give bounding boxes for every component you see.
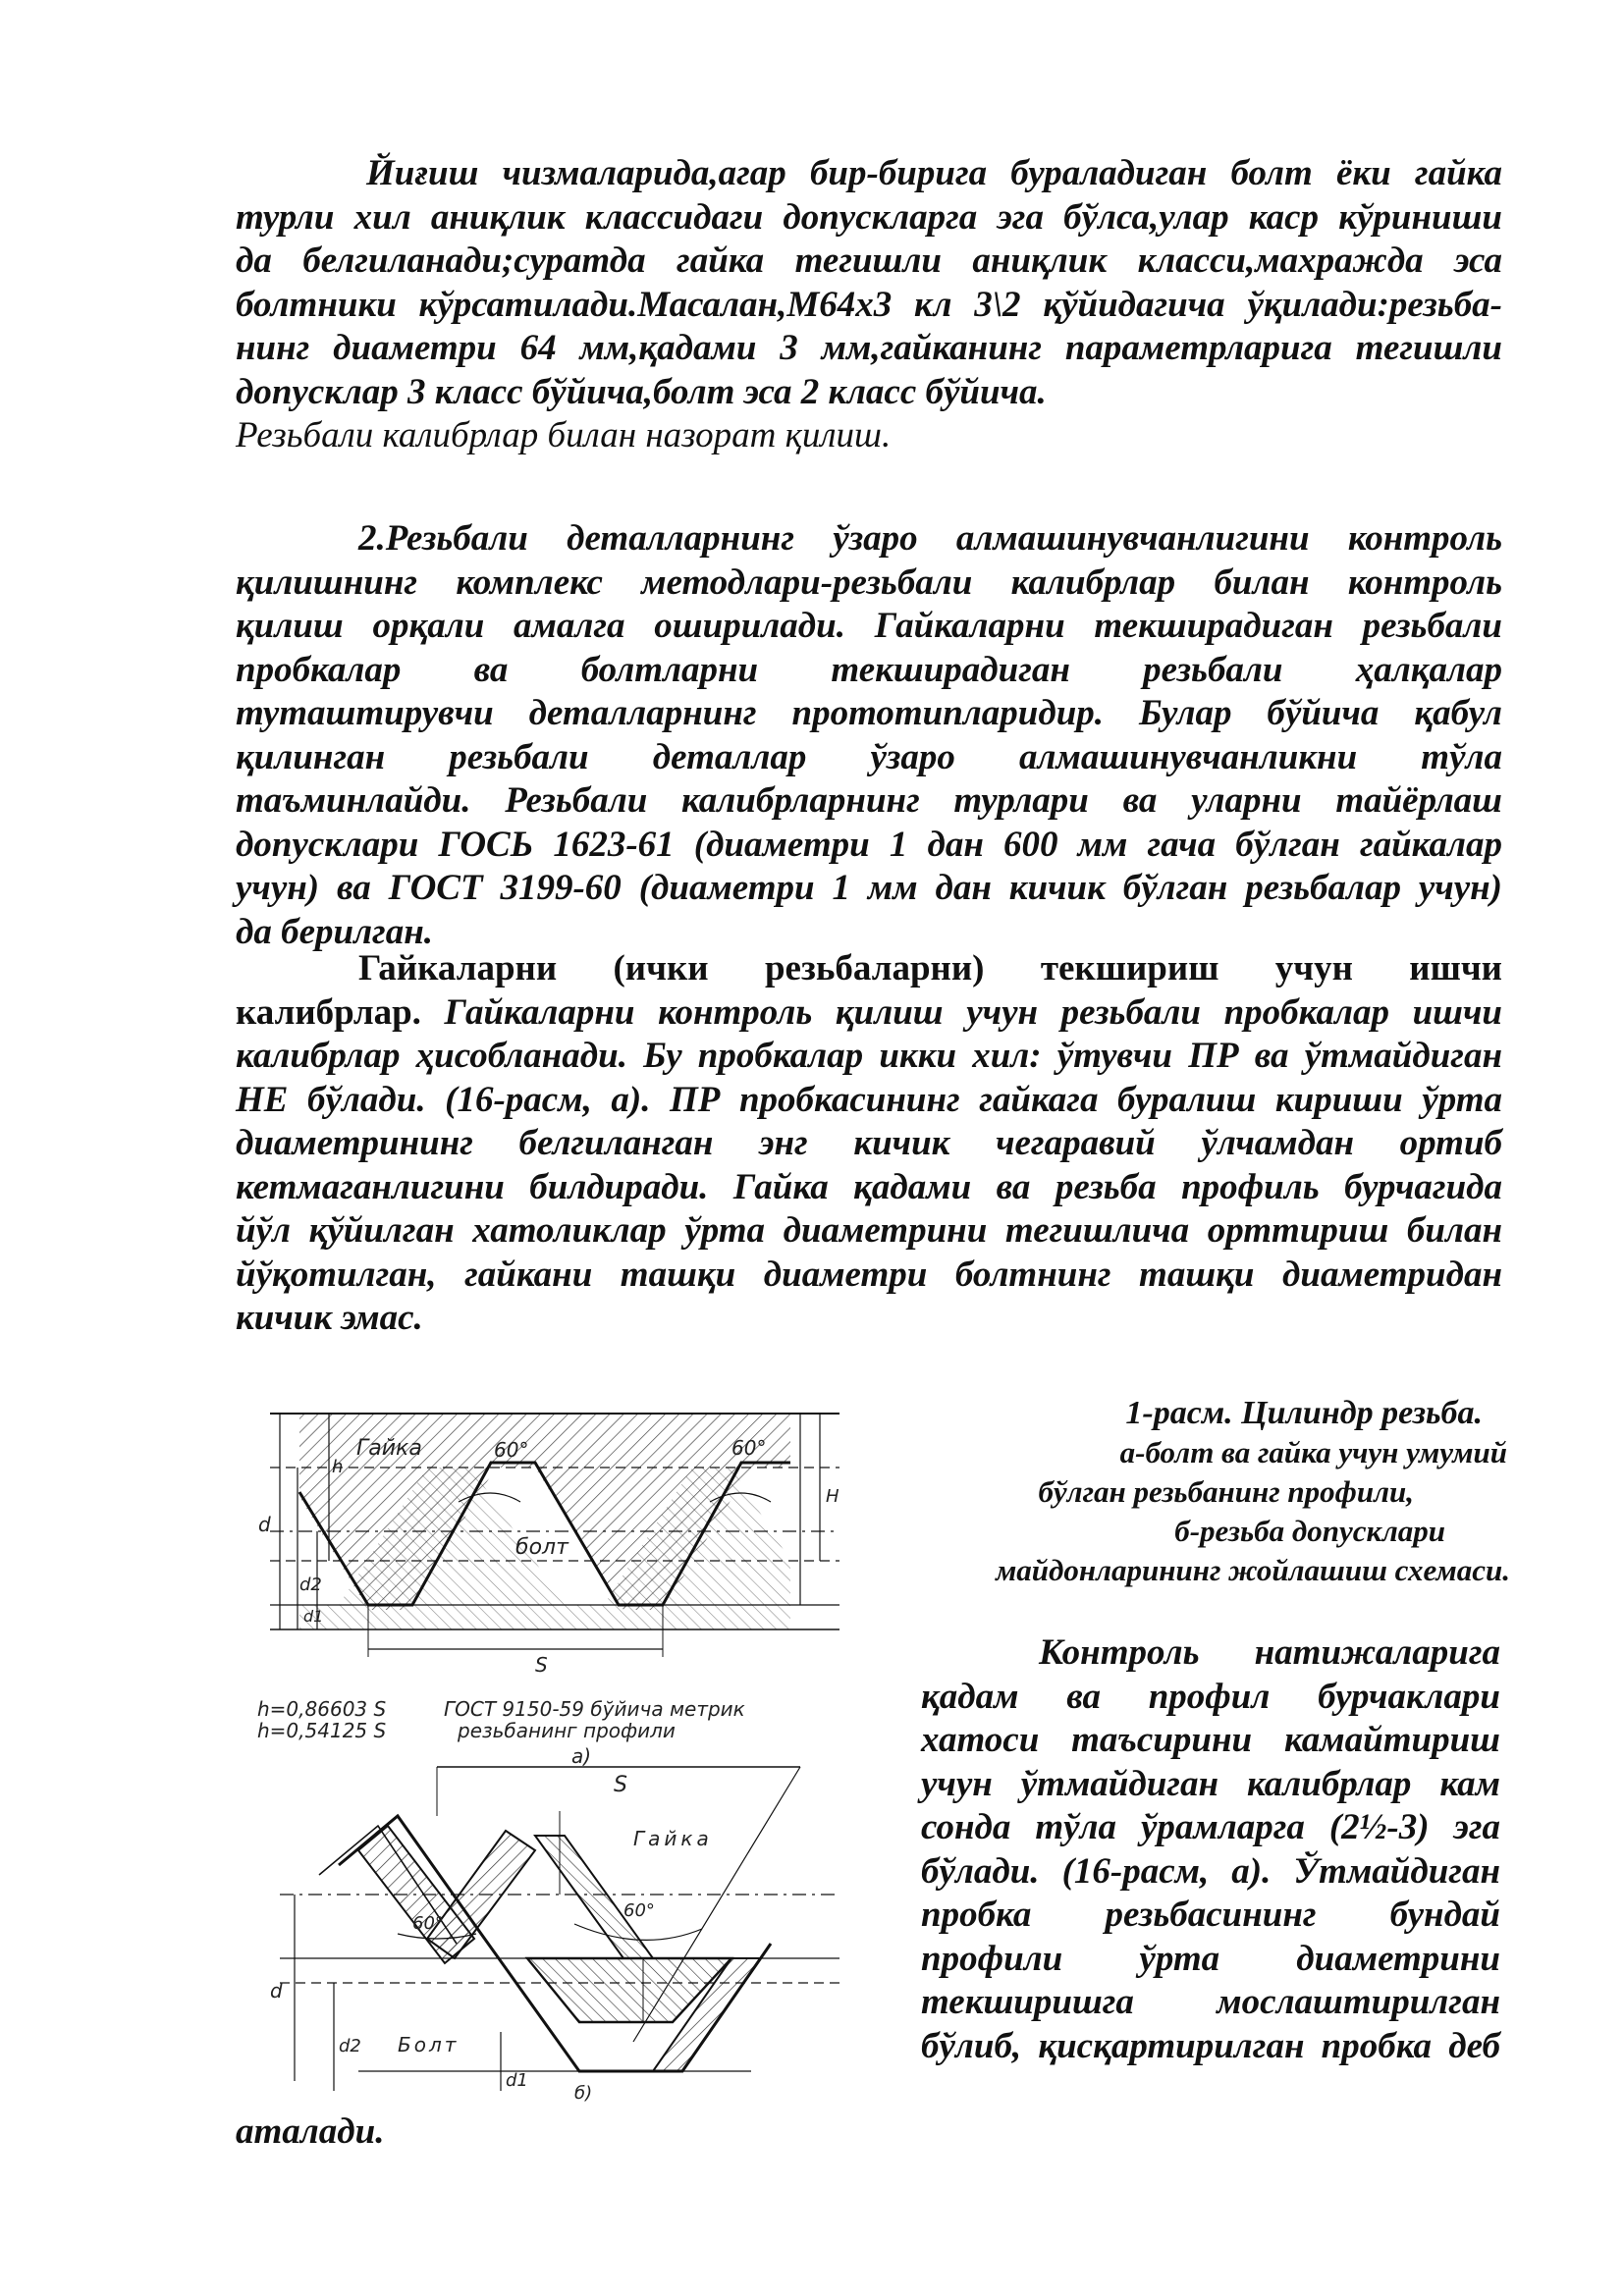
angle-label: 60° (731, 1436, 767, 1460)
formula-note: h=0,54125 S (257, 1719, 387, 1742)
diameter-label: d2 (339, 2036, 361, 2056)
closing-word: аталади. (236, 2111, 385, 2152)
nut-label: Гайка (633, 1827, 713, 1850)
text-line: пробка резьбасининг бундай (921, 1895, 1500, 1935)
text-line: 2.Резьбали деталларнинг ўзаро алмашинувчанлигини контроль (358, 518, 1502, 559)
text-line: да белгиланади;суратда гайка тегишли аниқлик класси,махражда эса (236, 240, 1502, 281)
text-line: допусклар 3 класс бўйича,болт эса 2 класс бўйича. (236, 371, 1047, 412)
text-line: нинг диаметри 64 мм,қадами 3 мм,гайканинг параметрларига тегишли (236, 328, 1502, 368)
text-line: турли хил аниқлик классидаги допускларга эга бўлса,улар каср кўриниши (236, 196, 1502, 238)
text-line: учун ўтмайдиган калибрлар кам (921, 1763, 1500, 1804)
text-line: қилинган резьбали деталлар ўзаро алмашинувчанликни тўла (236, 736, 1502, 777)
angle-label: 60° (623, 1900, 655, 1921)
text-line: қилишнинг комплекс методлари-резьбали калибрлар билан контроль (236, 561, 1502, 603)
text-line: кетмаганлигини билдиради. Гайка қадами ва резьба профиль бурчагида (236, 1166, 1502, 1207)
gost-note: ГОСТ 9150-59 бўйича метрик (444, 1697, 745, 1721)
bolt-label: болт (515, 1535, 568, 1560)
diameter-label: d1 (303, 1607, 324, 1626)
text-line: сонда тўла ўрамларга (2½-3) эга (921, 1807, 1500, 1847)
figure-caption-line: бўлган резьбанинг профили, (1038, 1474, 1414, 1509)
bolt-label: Болт (398, 2033, 460, 2056)
text-line: пробкалар ва болтларни текширадиган резьбали ҳалқалар (236, 649, 1502, 690)
text-line: болтники кўрсатилади.Масалан,М64х3 кл 3\2 қўйидагича ўқилади:резьба- (236, 284, 1502, 325)
diameter-label: d2 (299, 1575, 322, 1595)
text-line: кичик эмас. (236, 1298, 423, 1338)
angle-label: 60° (494, 1438, 529, 1462)
pitch-label: S (614, 1773, 627, 1797)
text-line: туташтирувчи деталларнинг прототипларидир. Булар бўйича қабул (236, 693, 1502, 733)
text-line: бўлиб, қисқартирилган пробка деб (921, 2025, 1500, 2066)
text-line: профили ўрта диаметрини (921, 1938, 1500, 1979)
right-column-text (921, 1631, 1500, 2068)
text-line: да берилган. (236, 911, 434, 952)
diameter-label: d (270, 1979, 283, 2002)
formula-note: h=0,86603 S (257, 1697, 387, 1721)
figure-caption (903, 1394, 1512, 1590)
diameter-label: d (258, 1513, 271, 1536)
height-label: h (332, 1457, 344, 1477)
paragraph-nut-gauges (236, 947, 1502, 1341)
text-line: калибрлар ҳисобланади. Бу пробкалар икки хил: ўтувчи ПР ва ўтмайдиган (236, 1036, 1502, 1076)
figure-a-thread-profile (241, 1394, 869, 1693)
text-line: қадам ва профил бурчаклари (921, 1676, 1500, 1717)
heading-end: калибрлар. (236, 991, 421, 1033)
angle-label: 60° (412, 1913, 444, 1934)
figure-b-label: б) (574, 2083, 593, 2104)
section-subtitle: Резьбали калибрлар билан назорат қилиш. (236, 415, 892, 455)
pitch-label: S (535, 1653, 548, 1677)
text-line: диаметрининг белгиланган энг кичик чегаравий ўлчамдан ортиб (236, 1123, 1502, 1163)
text-line: допусклари ГОСЬ 1623-61 (диаметри 1 дан 600 мм гача бўлган гайкалар (236, 824, 1502, 865)
paragraph-assembly-drawings (236, 152, 1502, 458)
text-line: Йиғиш чизмаларида,агар бир-бирига бураладиган болт ёки гайка (366, 153, 1502, 193)
height-label: H (826, 1486, 839, 1507)
text-line: бўлади. (16-расм, а). Ўтмайдиган (921, 1850, 1500, 1892)
text-line: таъминлайди. Резьбали калибрларнинг турлари ва уларни тайёрлаш (236, 780, 1502, 821)
figure-caption-line: а-болт ва гайка учун умумий (1119, 1435, 1507, 1469)
gost-note: резьбанинг профили (458, 1719, 676, 1742)
figure-caption-title: 1-расм. Цилиндр резьба. (1125, 1395, 1483, 1431)
text-line: текширишга мослаштирилган (921, 1982, 1500, 2022)
nut-label: Гайка (356, 1436, 422, 1461)
figure-b-tolerance-zones (241, 1757, 869, 2110)
paragraph-heading: Гайкаларни (ички резьбаларни) текшириш учун ишчи (358, 948, 1502, 988)
figure-caption-line: б-резьба допусклари (1174, 1514, 1445, 1548)
figure-a-label: а) (571, 1744, 592, 1768)
text-line: НЕ бўлади. (16-расм, а). ПР пробкасининг гайкага буралиш кириши ўрта (236, 1079, 1502, 1120)
text-line: йўқотилган, гайкани ташқи диаметри болтнинг ташқи диаметридан (236, 1254, 1502, 1295)
text-line: Контроль натижаларига (1039, 1632, 1500, 1673)
diameter-label: d1 (506, 2070, 528, 2091)
text-line: хатоси таъсирини камайтириш (921, 1720, 1500, 1760)
text-line: йўл қўйилган хатоликлар ўрта диаметрини тегишлича орттириш билан (236, 1210, 1502, 1251)
text-line-rest: Гайкаларни контроль қилиш учун резьбали пробкалар ишчи (420, 991, 1502, 1033)
text-line: учун) ва ГОСТ 3199-60 (диаметри 1 мм дан кичик бўлган резьбалар учун) (236, 868, 1502, 908)
text-line: қилиш орқали амалга оширилади. Гайкаларни текширадиган резьбали (236, 606, 1502, 646)
text-line (236, 991, 1502, 1036)
paragraph-thread-gauges (236, 517, 1502, 954)
figure-caption-line: майдонларининг жойлашиш схемаси. (996, 1553, 1510, 1587)
